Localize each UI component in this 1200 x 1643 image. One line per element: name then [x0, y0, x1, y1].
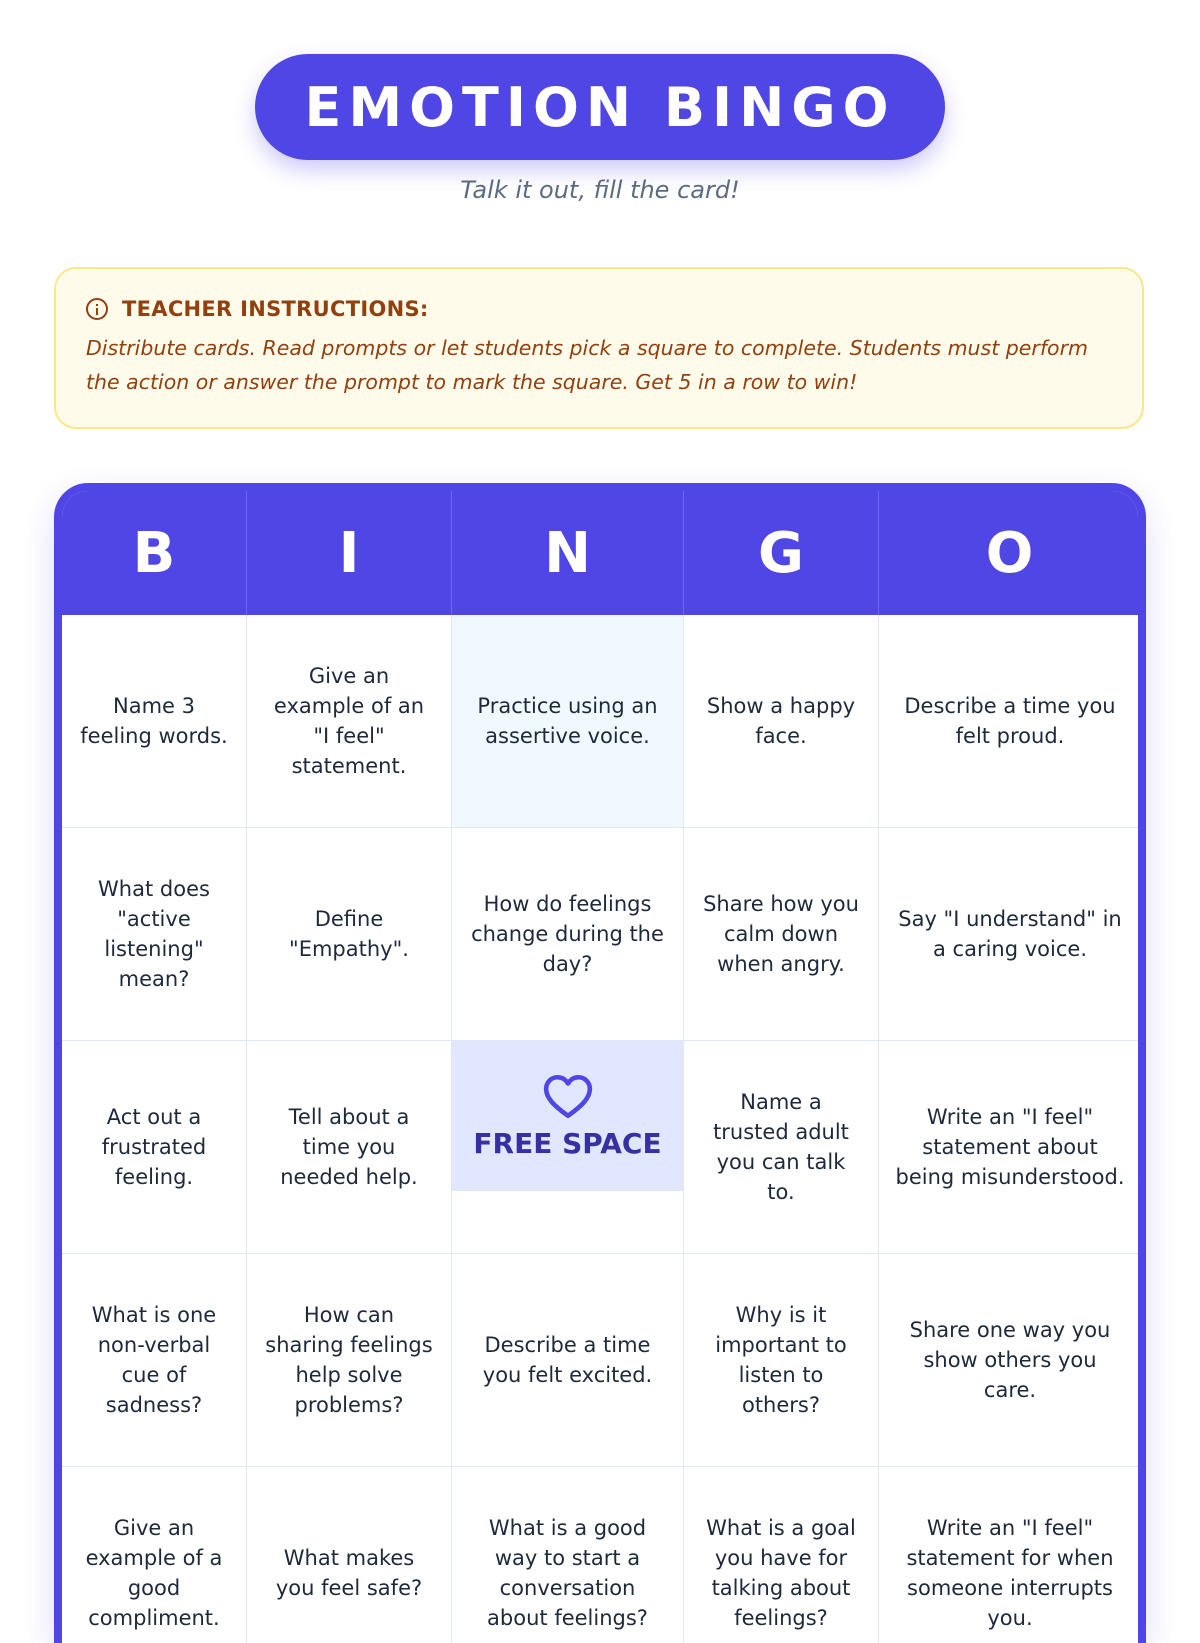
bingo-square[interactable]: Say "I understand" in a caring voice. [879, 828, 1141, 1041]
bingo-square[interactable]: How can sharing feelings help solve problems? [247, 1254, 452, 1467]
bingo-letter-g: G [684, 491, 879, 615]
bingo-letter-b: B [62, 491, 247, 615]
bingo-letter-o: O [879, 491, 1141, 615]
bingo-square[interactable]: Name a trusted adult you can talk to. [684, 1041, 879, 1254]
instructions-body: Distribute cards. Read prompts or let students pick a square to complete. Students must perform the action or answer the prompt to mark the square. Get 5 in a row to win! [86, 336, 1088, 394]
bingo-grid [62, 491, 1138, 1643]
bingo-square[interactable]: What is a goal you have for talking about feelings? [684, 1467, 879, 1643]
bingo-square[interactable]: Share one way you show others you care. [879, 1254, 1141, 1467]
bingo-square[interactable]: What is one non-verbal cue of sadness? [62, 1254, 247, 1467]
bingo-square[interactable]: Give an example of an "I feel" statement. [247, 615, 452, 828]
bingo-letter-n: N [452, 491, 684, 615]
bingo-square[interactable]: Give an example of a good compliment. [62, 1467, 247, 1643]
bingo-square[interactable]: Describe a time you felt excited. [452, 1254, 684, 1467]
bingo-square[interactable]: Show a happy face. [684, 615, 879, 828]
bingo-square[interactable]: What makes you feel safe? [247, 1467, 452, 1643]
free-space-square[interactable] [452, 1041, 684, 1254]
page-subtitle: Talk it out, fill the card! [460, 176, 740, 204]
bingo-letter-i: I [247, 491, 452, 615]
bingo-square[interactable]: Write an "I feel" statement for when someone interrupts you. [879, 1467, 1141, 1643]
bingo-square[interactable]: Write an "I feel" statement about being misunderstood. [879, 1041, 1141, 1254]
bingo-square[interactable]: Act out a frustrated feeling. [62, 1041, 247, 1254]
bingo-square[interactable]: Tell about a time you needed help. [247, 1041, 452, 1254]
page-title: EMOTION BINGO [304, 75, 896, 139]
teacher-instructions-box [54, 267, 1144, 429]
bingo-square[interactable]: What is a good way to start a conversation about feelings? [452, 1467, 684, 1643]
heart-icon [543, 1073, 593, 1119]
bingo-square[interactable]: Why is it important to listen to others? [684, 1254, 879, 1467]
bingo-card [54, 483, 1146, 1643]
bingo-square[interactable]: Name 3 feeling words. [62, 615, 247, 828]
bingo-square[interactable]: Describe a time you felt proud. [879, 615, 1141, 828]
bingo-square[interactable]: What does "active listening" mean? [62, 828, 247, 1041]
instructions-title: TEACHER INSTRUCTIONS: [122, 297, 429, 321]
bingo-square[interactable]: Practice using an assertive voice. [452, 615, 684, 828]
instructions-header [86, 297, 1114, 321]
title-banner [255, 54, 945, 160]
free-space-box [452, 1041, 683, 1191]
bingo-square[interactable]: Define "Empathy". [247, 828, 452, 1041]
free-space-label: FREE SPACE [473, 1127, 662, 1160]
bingo-square[interactable]: How do feelings change during the day? [452, 828, 684, 1041]
info-icon [86, 298, 108, 320]
bingo-square[interactable]: Share how you calm down when angry. [684, 828, 879, 1041]
